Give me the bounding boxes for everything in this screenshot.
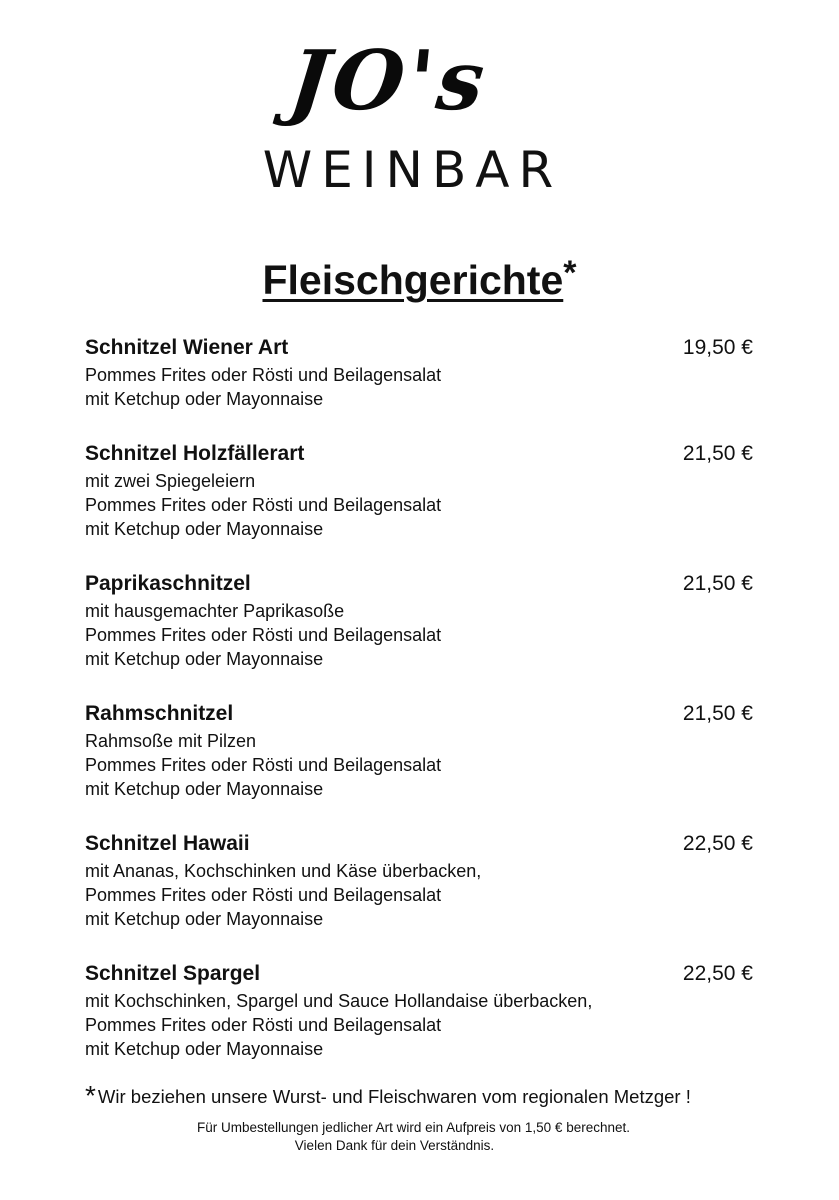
menu-item-price: 21,50 € <box>682 572 753 595</box>
footnote-marker: * <box>85 1080 96 1111</box>
menu-item-description-line: mit Ananas, Kochschinken und Käse überbacken, <box>85 861 482 881</box>
page-title-text: Fleischgerichte <box>262 257 564 303</box>
surcharge-note: Für Umbestellungen jedlicher Art wird ein Aufpreis von 1,50 € berechnet. <box>197 1120 630 1135</box>
menu-item-name: Schnitzel Holzfällerart <box>85 442 305 465</box>
menu-item-price: 22,50 € <box>682 832 753 855</box>
footnote-text: Wir beziehen unsere Wurst- und Fleischwaren vom regionalen Metzger ! <box>97 1086 691 1107</box>
menu-item-description-line: mit Kochschinken, Spargel und Sauce Hollandaise überbacken, <box>85 991 593 1011</box>
menu-item-description-line: mit Ketchup oder Mayonnaise <box>85 519 324 539</box>
menu-item <box>85 959 755 1061</box>
menu-item-description-line: Pommes Frites oder Rösti und Beilagensalat <box>85 625 442 645</box>
menu-item-description-line: Pommes Frites oder Rösti und Beilagensalat <box>85 755 442 775</box>
menu-item-description-line: mit Ketchup oder Mayonnaise <box>85 389 324 409</box>
menu-item <box>85 829 755 931</box>
menu-item-price: 21,50 € <box>682 702 753 725</box>
logo-script: JO's <box>284 33 493 129</box>
menu-list <box>85 333 755 1089</box>
menu-item-description-line: mit Ketchup oder Mayonnaise <box>85 1039 324 1059</box>
menu-item-name: Schnitzel Hawaii <box>85 832 250 855</box>
menu-item-name: Rahmschnitzel <box>85 702 234 725</box>
menu-item-description-line: mit zwei Spiegeleiern <box>85 471 256 491</box>
menu-item-description-line: mit Ketchup oder Mayonnaise <box>85 649 324 669</box>
menu-item-description-line: mit Ketchup oder Mayonnaise <box>85 779 324 799</box>
menu-item-description-line: Pommes Frites oder Rösti und Beilagensalat <box>85 365 442 385</box>
menu-item-price: 22,50 € <box>682 962 753 985</box>
menu-item-description-line: Pommes Frites oder Rösti und Beilagensalat <box>85 495 442 515</box>
menu-item-price: 19,50 € <box>682 336 753 359</box>
logo-wordmark: WEINBAR <box>262 141 563 199</box>
menu-item <box>85 699 755 801</box>
thanks-note: Vielen Dank für dein Verständnis. <box>294 1138 495 1153</box>
menu-item <box>85 439 755 541</box>
menu-item-description-line: Rahmsoße mit Pilzen <box>85 731 257 751</box>
logo <box>190 30 635 199</box>
menu-item-name: Schnitzel Spargel <box>85 962 261 985</box>
footnote <box>85 1082 765 1111</box>
menu-item-description-line: Pommes Frites oder Rösti und Beilagensalat <box>85 885 442 905</box>
page-title-marker: * <box>563 254 577 292</box>
menu-item-price: 21,50 € <box>682 442 753 465</box>
menu-item <box>85 569 755 671</box>
menu-item-description-line: Pommes Frites oder Rösti und Beilagensalat <box>85 1015 442 1035</box>
menu-item-description-line: mit hausgemachter Paprikasoße <box>85 601 345 621</box>
page-title <box>0 248 839 305</box>
menu-item <box>85 333 755 411</box>
menu-item-name: Schnitzel Wiener Art <box>85 336 289 359</box>
menu-item-description-line: mit Ketchup oder Mayonnaise <box>85 909 324 929</box>
menu-item-name: Paprikaschnitzel <box>85 572 251 595</box>
